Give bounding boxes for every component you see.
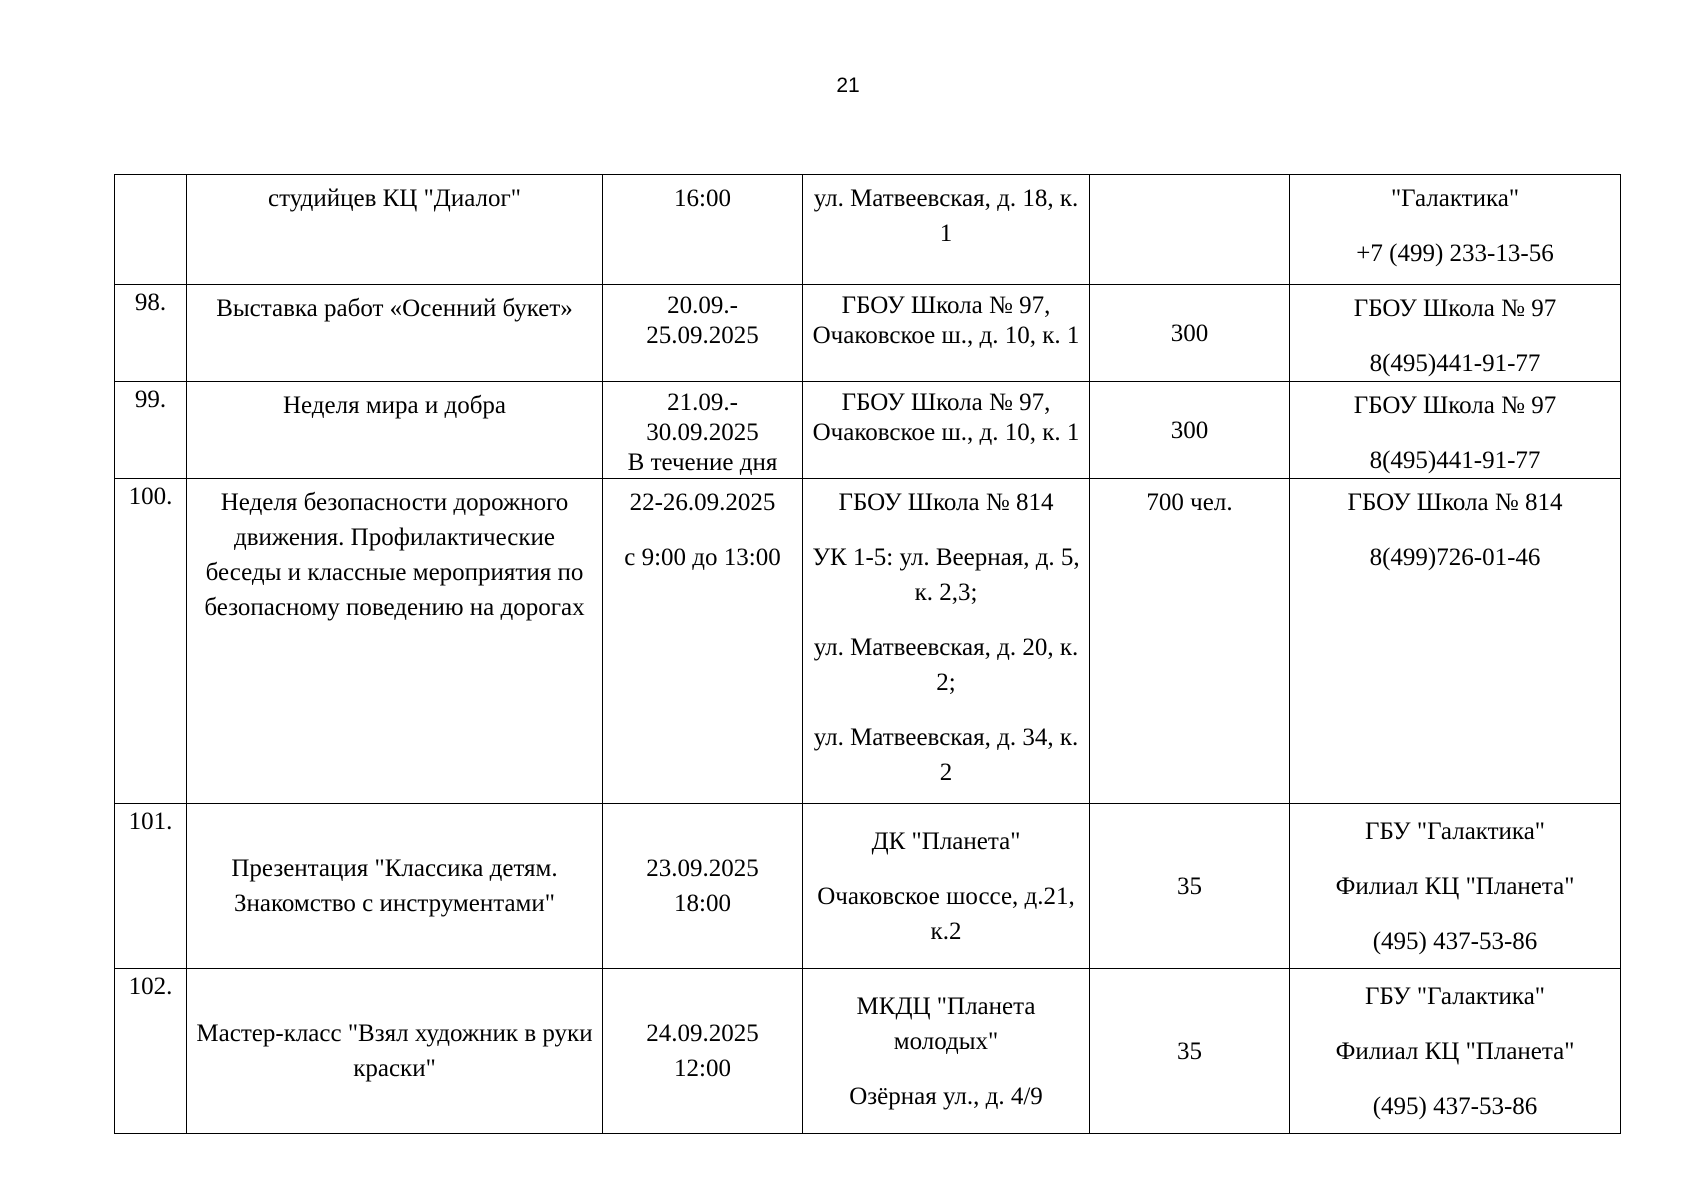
row-number (115, 175, 187, 285)
date-line: 24.09.2025 (646, 1020, 759, 1047)
event-place (803, 175, 1090, 285)
row-number: 101. (115, 804, 187, 969)
organizer-phone: +7 (499) 233-13-56 (1356, 240, 1554, 267)
place-line: Озёрная ул., д. 4/9 (849, 1082, 1043, 1110)
date-line: 23.09.2025 (646, 855, 759, 882)
organizer-line: ГБОУ Школа № 814 (1347, 489, 1563, 516)
organizer-phone: (495) 437-53-86 (1372, 927, 1538, 955)
place-line: ДК "Планета" (871, 827, 1021, 855)
place-line: ул. Матвеевская, д. 18, к. 1 (813, 185, 1079, 247)
page-number: 21 (836, 74, 860, 97)
event-date (603, 285, 803, 382)
organizer (1290, 804, 1621, 969)
organizer-line: Филиал КЦ "Планета" (1335, 872, 1575, 900)
event-title: Неделя безопасности дорожного движения. Профилактические беседы и классные мероприятия по безопасному поведению на дорогах (187, 479, 603, 804)
events-table (114, 174, 1621, 1134)
event-date (603, 969, 803, 1134)
organizer (1290, 479, 1621, 804)
date-line: 25.09.2025 (646, 322, 759, 349)
participant-count: 300 (1090, 382, 1290, 479)
table-row (115, 804, 1621, 969)
organizer (1290, 285, 1621, 382)
event-title: Презентация "Классика детям. Знакомство с инструментами" (187, 804, 603, 969)
participant-count: 35 (1090, 969, 1290, 1134)
place-line: ГБОУ Школа № 97, Очаковское ш., д. 10, к. 1 (812, 389, 1080, 446)
date-line: 21.09.- (667, 389, 738, 416)
event-date (603, 479, 803, 804)
date-line: 20.09.- (667, 292, 738, 319)
place-line: ул. Матвеевская, д. 20, к. 2; (813, 634, 1079, 696)
event-place (803, 969, 1090, 1134)
organizer-line: Филиал КЦ "Планета" (1335, 1037, 1575, 1065)
organizer-line: ГБУ "Галактика" (1365, 982, 1545, 1010)
table-row (115, 969, 1621, 1134)
organizer-line: ГБОУ Школа № 97 (1353, 392, 1557, 419)
event-place (803, 804, 1090, 969)
organizer (1290, 969, 1621, 1134)
table-row (115, 175, 1621, 285)
event-date (603, 175, 803, 285)
organizer (1290, 175, 1621, 285)
organizer (1290, 382, 1621, 479)
table-row (115, 479, 1621, 804)
event-place (803, 382, 1090, 479)
place-line: ГБОУ Школа № 97, Очаковское ш., д. 10, к. 1 (812, 292, 1080, 349)
row-number: 98. (115, 285, 187, 382)
participant-count: 300 (1090, 285, 1290, 382)
table-row (115, 285, 1621, 382)
row-number: 100. (115, 479, 187, 804)
date-line: 18:00 (674, 890, 731, 917)
place-line: Очаковское шоссе, д.21, к.2 (817, 882, 1075, 945)
date-line: В течение дня (627, 449, 778, 476)
date-line: 22-26.09.2025 (629, 489, 776, 516)
event-place (803, 285, 1090, 382)
organizer-phone: 8(499)726-01-46 (1369, 544, 1541, 571)
organizer-phone: 8(495)441-91-77 (1369, 447, 1541, 474)
event-title: Мастер-класс "Взял художник в руки краски" (187, 969, 603, 1134)
event-place (803, 479, 1090, 804)
place-line: УК 1-5: ул. Веерная, д. 5, к. 2,3; (812, 544, 1080, 606)
participant-count (1090, 175, 1290, 285)
place-line: ГБОУ Школа № 814 (838, 489, 1054, 516)
participant-count: 35 (1090, 804, 1290, 969)
place-line: МКДЦ "Планета молодых" (856, 992, 1036, 1055)
organizer-line: "Галактика" (1390, 185, 1520, 212)
table-row (115, 382, 1621, 479)
date-line: 30.09.2025 (646, 419, 759, 446)
participant-count: 700 чел. (1090, 479, 1290, 804)
event-title: студийцев КЦ "Диалог" (187, 175, 603, 285)
date-line: 12:00 (674, 1055, 731, 1082)
event-title: Выставка работ «Осенний букет» (187, 285, 603, 382)
row-number: 99. (115, 382, 187, 479)
event-date (603, 804, 803, 969)
row-number: 102. (115, 969, 187, 1134)
date-line: с 9:00 до 13:00 (624, 544, 781, 571)
event-title: Неделя мира и добра (187, 382, 603, 479)
date-line: 16:00 (674, 185, 731, 212)
organizer-phone: (495) 437-53-86 (1372, 1092, 1538, 1120)
organizer-line: ГБОУ Школа № 97 (1353, 295, 1557, 322)
organizer-phone: 8(495)441-91-77 (1369, 350, 1541, 377)
event-date (603, 382, 803, 479)
organizer-line: ГБУ "Галактика" (1365, 817, 1545, 845)
place-line: ул. Матвеевская, д. 34, к. 2 (813, 724, 1079, 786)
